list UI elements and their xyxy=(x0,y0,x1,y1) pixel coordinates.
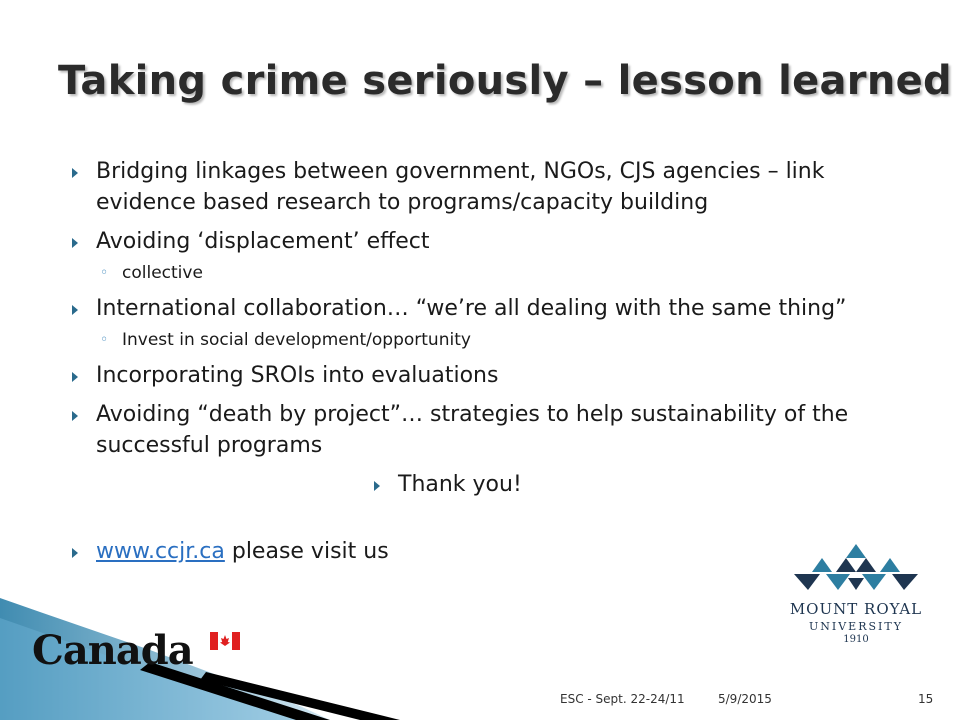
sub-bullet-item xyxy=(70,328,900,352)
link-suffix-text: please visit us xyxy=(224,539,389,564)
footer-event: ESC - Sept. 22-24/11 xyxy=(560,692,685,706)
mount-royal-logo xyxy=(786,538,926,656)
arrow-bullet-icon xyxy=(70,399,84,430)
arrow-bullet-icon xyxy=(70,536,84,567)
footer-date: 5/9/2015 xyxy=(718,692,772,706)
arrow-bullet-icon xyxy=(70,360,84,391)
bullet-item xyxy=(70,156,900,218)
mru-name-line: MOUNT ROYAL xyxy=(789,600,923,618)
arrow-bullet-icon xyxy=(70,293,84,324)
ring-bullet-icon: ◦ xyxy=(100,332,109,348)
bullet-text: Bridging linkages between government, NGOs, CJS agencies – link evidence based research to programs/capacity building xyxy=(96,159,825,215)
sub-bullet-item xyxy=(70,261,900,285)
slide-number: 15 xyxy=(918,692,934,706)
link-item xyxy=(70,536,900,567)
ring-bullet-icon: ◦ xyxy=(100,265,109,281)
slide-title: Taking crime seriously – lesson learned xyxy=(58,58,952,104)
bullet-item xyxy=(70,226,900,257)
sub-bullet-text: Invest in social development/opportunity xyxy=(122,330,471,350)
canada-wordmark-logo xyxy=(32,627,208,674)
mru-university-line: UNIVERSITY xyxy=(809,620,903,633)
canada-wordmark-text: Canada xyxy=(32,627,193,674)
bullet-text: Avoiding ‘displacement’ effect xyxy=(96,229,430,254)
mount-royal-wordmark xyxy=(786,600,926,645)
bullet-text: Avoiding “death by project”… strategies to help sustainability of the successful programs xyxy=(96,402,849,458)
mru-year-line: 1910 xyxy=(843,634,869,645)
website-link[interactable]: www.ccjr.ca xyxy=(96,539,225,564)
arrow-bullet-icon xyxy=(70,156,84,187)
bullet-item xyxy=(70,360,900,391)
arrow-bullet-icon xyxy=(70,226,84,257)
bullet-item xyxy=(70,293,900,324)
thank-you-item xyxy=(372,469,900,500)
bullet-list xyxy=(70,156,900,575)
thank-you-text: Thank you! xyxy=(398,472,522,497)
mount-royal-emblem-icon xyxy=(786,538,926,600)
bullet-text: Incorporating SROIs into evaluations xyxy=(96,363,499,388)
sub-bullet-text: collective xyxy=(122,263,203,283)
bullet-item xyxy=(70,399,900,461)
arrow-bullet-icon xyxy=(372,469,386,500)
bullet-text: International collaboration… “we’re all dealing with the same thing” xyxy=(96,296,847,321)
canada-flag-icon xyxy=(210,632,240,650)
